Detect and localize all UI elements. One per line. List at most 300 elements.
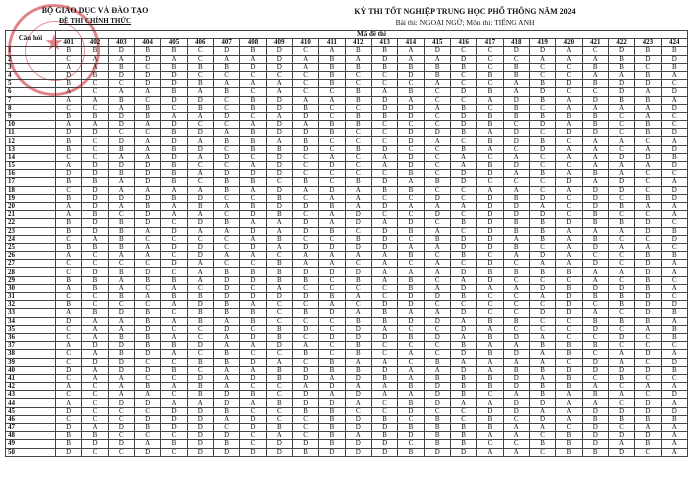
answer-cell: D bbox=[187, 252, 213, 260]
answer-cell: A bbox=[56, 63, 82, 71]
table-row bbox=[6, 211, 688, 219]
answer-cell: B bbox=[556, 284, 582, 292]
answer-cell: C bbox=[424, 96, 450, 104]
question-number-cell: 21 bbox=[6, 211, 56, 219]
answer-cell: C bbox=[450, 301, 476, 309]
answer-cell: D bbox=[213, 448, 239, 456]
answer-cell: A bbox=[398, 374, 424, 382]
code-header-cell: 409 bbox=[266, 39, 292, 47]
answer-cell: C bbox=[213, 145, 239, 153]
answer-cell: D bbox=[450, 55, 476, 63]
answer-cell: B bbox=[82, 243, 108, 251]
table-row bbox=[6, 96, 688, 104]
answer-cell: A bbox=[187, 137, 213, 145]
table-row bbox=[6, 260, 688, 268]
answer-cell: D bbox=[56, 366, 82, 374]
answer-cell: C bbox=[292, 211, 318, 219]
answer-cell: B bbox=[477, 317, 503, 325]
answer-cell: A bbox=[477, 366, 503, 374]
answer-cell: C bbox=[608, 260, 634, 268]
answer-cell: C bbox=[56, 235, 82, 243]
answer-cell: A bbox=[292, 55, 318, 63]
answer-cell: D bbox=[371, 178, 397, 186]
answer-cell: D bbox=[661, 186, 687, 194]
answer-cell: C bbox=[108, 129, 134, 137]
seal-star-icon: ★ bbox=[44, 31, 64, 56]
answer-cell: A bbox=[134, 153, 160, 161]
answer-cell: C bbox=[477, 252, 503, 260]
answer-cell: D bbox=[134, 170, 160, 178]
answer-cell: C bbox=[503, 276, 529, 284]
answer-cell: C bbox=[503, 325, 529, 333]
answer-cell: A bbox=[345, 383, 371, 391]
answer-cell: B bbox=[56, 432, 82, 440]
answer-cell: B bbox=[319, 80, 345, 88]
answer-cell: C bbox=[635, 186, 661, 194]
answer-cell: C bbox=[134, 129, 160, 137]
answer-cell: A bbox=[398, 268, 424, 276]
answer-cell: B bbox=[661, 415, 687, 423]
answer-cell: A bbox=[556, 227, 582, 235]
answer-cell: B bbox=[398, 227, 424, 235]
answer-cell: C bbox=[477, 293, 503, 301]
answer-cell: D bbox=[161, 71, 187, 79]
answer-cell: B bbox=[477, 88, 503, 96]
answer-cell: C bbox=[345, 284, 371, 292]
answer-cell: A bbox=[134, 440, 160, 448]
answer-cell: D bbox=[82, 358, 108, 366]
answer-cell: D bbox=[134, 211, 160, 219]
table-row bbox=[6, 383, 688, 391]
answer-cell: A bbox=[424, 55, 450, 63]
answer-cell: B bbox=[398, 63, 424, 71]
answer-cell: D bbox=[398, 129, 424, 137]
answer-cell: C bbox=[424, 112, 450, 120]
answer-cell: D bbox=[108, 366, 134, 374]
answer-cell: B bbox=[266, 276, 292, 284]
answer-cell: D bbox=[371, 96, 397, 104]
answer-cell: B bbox=[319, 432, 345, 440]
answer-cell: C bbox=[292, 194, 318, 202]
answer-cell: B bbox=[56, 440, 82, 448]
answer-cell: B bbox=[635, 276, 661, 284]
code-header-cell: 404 bbox=[134, 39, 160, 47]
answer-cell: A bbox=[108, 104, 134, 112]
answer-cell: D bbox=[477, 243, 503, 251]
answer-cell: C bbox=[161, 219, 187, 227]
answer-cell: D bbox=[661, 145, 687, 153]
answer-cell: B bbox=[450, 391, 476, 399]
answer-cell: A bbox=[187, 260, 213, 268]
answer-cell: C bbox=[56, 104, 82, 112]
answer-cell: B bbox=[582, 415, 608, 423]
answer-cell: A bbox=[82, 333, 108, 341]
answer-cell: C bbox=[266, 407, 292, 415]
answer-cell: C bbox=[371, 284, 397, 292]
answer-cell: D bbox=[450, 243, 476, 251]
answer-cell: D bbox=[608, 432, 634, 440]
answer-cell: B bbox=[450, 432, 476, 440]
answer-cell: C bbox=[345, 129, 371, 137]
answer-cell: B bbox=[187, 391, 213, 399]
answer-cell: A bbox=[56, 211, 82, 219]
answer-cell: C bbox=[608, 309, 634, 317]
answer-cell: A bbox=[450, 153, 476, 161]
answer-cell: A bbox=[82, 121, 108, 129]
answer-cell: C bbox=[450, 71, 476, 79]
answer-cell: B bbox=[266, 325, 292, 333]
answer-cell: C bbox=[56, 415, 82, 423]
answer-cell: B bbox=[266, 399, 292, 407]
answer-cell: C bbox=[424, 350, 450, 358]
answer-cell: C bbox=[82, 137, 108, 145]
answer-cell: D bbox=[240, 358, 266, 366]
answer-cell: D bbox=[345, 211, 371, 219]
answer-cell: B bbox=[582, 293, 608, 301]
answer-cell: D bbox=[503, 129, 529, 137]
answer-cell: D bbox=[635, 227, 661, 235]
answer-cell: C bbox=[240, 194, 266, 202]
answer-cell: A bbox=[398, 47, 424, 55]
answer-cell: C bbox=[635, 342, 661, 350]
answer-cell: A bbox=[266, 243, 292, 251]
answer-cell: C bbox=[108, 448, 134, 456]
answer-cell: C bbox=[187, 55, 213, 63]
answer-cell: A bbox=[240, 301, 266, 309]
answer-cell: D bbox=[134, 194, 160, 202]
answer-cell: A bbox=[635, 243, 661, 251]
code-header-cell: 417 bbox=[477, 39, 503, 47]
answer-cell: D bbox=[635, 268, 661, 276]
answer-cell: B bbox=[240, 317, 266, 325]
answer-cell: C bbox=[661, 112, 687, 120]
answer-cell: D bbox=[213, 284, 239, 292]
answer-cell: D bbox=[134, 366, 160, 374]
answer-cell: B bbox=[292, 104, 318, 112]
answer-cell: D bbox=[608, 448, 634, 456]
answer-cell: D bbox=[661, 55, 687, 63]
answer-cell: C bbox=[82, 88, 108, 96]
answer-cell: C bbox=[187, 284, 213, 292]
answer-cell: B bbox=[82, 178, 108, 186]
answer-cell: A bbox=[161, 317, 187, 325]
answer-cell: A bbox=[371, 88, 397, 96]
answer-cell: C bbox=[108, 415, 134, 423]
answer-cell: C bbox=[503, 293, 529, 301]
answer-cell: A bbox=[635, 162, 661, 170]
answer-cell: B bbox=[108, 145, 134, 153]
answer-cell: A bbox=[82, 366, 108, 374]
answer-cell: A bbox=[556, 235, 582, 243]
answer-cell: B bbox=[213, 440, 239, 448]
answer-cell: B bbox=[424, 374, 450, 382]
answer-cell: B bbox=[187, 358, 213, 366]
answer-cell: D bbox=[345, 333, 371, 341]
answer-cell: A bbox=[56, 96, 82, 104]
question-number-cell: 22 bbox=[6, 219, 56, 227]
answer-cell: C bbox=[450, 227, 476, 235]
answer-cell: B bbox=[108, 219, 134, 227]
answer-cell: C bbox=[56, 55, 82, 63]
answer-cell: D bbox=[477, 260, 503, 268]
answer-cell: C bbox=[82, 407, 108, 415]
answer-cell: A bbox=[424, 243, 450, 251]
answer-cell: C bbox=[345, 407, 371, 415]
answer-cell: A bbox=[424, 309, 450, 317]
table-row bbox=[6, 137, 688, 145]
answer-cell: B bbox=[161, 293, 187, 301]
answer-cell: B bbox=[582, 63, 608, 71]
answer-cell: D bbox=[82, 170, 108, 178]
answer-cell: D bbox=[187, 145, 213, 153]
answer-cell: D bbox=[635, 80, 661, 88]
answer-cell: D bbox=[345, 424, 371, 432]
answer-cell: A bbox=[424, 366, 450, 374]
answer-cell: C bbox=[266, 391, 292, 399]
answer-cell: D bbox=[556, 80, 582, 88]
answer-cell: B bbox=[161, 162, 187, 170]
answer-cell: D bbox=[213, 325, 239, 333]
answer-cell: D bbox=[56, 424, 82, 432]
answer-cell: C bbox=[477, 55, 503, 63]
table-row bbox=[6, 424, 688, 432]
answer-cell: A bbox=[371, 153, 397, 161]
answer-cell: D bbox=[213, 293, 239, 301]
code-header-cell: 407 bbox=[213, 39, 239, 47]
answer-cell: B bbox=[345, 350, 371, 358]
answer-cell: D bbox=[556, 301, 582, 309]
answer-cell: D bbox=[266, 448, 292, 456]
answer-cell: A bbox=[134, 293, 160, 301]
answer-cell: C bbox=[213, 243, 239, 251]
answer-cell: D bbox=[292, 366, 318, 374]
answer-cell: C bbox=[292, 80, 318, 88]
answer-cell: D bbox=[503, 350, 529, 358]
answer-cell: A bbox=[213, 317, 239, 325]
answer-cell: C bbox=[161, 325, 187, 333]
answer-cell: B bbox=[477, 374, 503, 382]
answer-cell: D bbox=[187, 448, 213, 456]
answer-cell: C bbox=[213, 424, 239, 432]
answer-cell: C bbox=[319, 276, 345, 284]
answer-cell: A bbox=[82, 374, 108, 382]
answer-cell: B bbox=[503, 63, 529, 71]
question-number-cell: 43 bbox=[6, 391, 56, 399]
table-row bbox=[6, 252, 688, 260]
answer-cell: A bbox=[240, 162, 266, 170]
question-number-cell: 20 bbox=[6, 202, 56, 210]
answer-cell: B bbox=[319, 293, 345, 301]
answer-cell: A bbox=[503, 235, 529, 243]
answer-cell: B bbox=[56, 137, 82, 145]
code-header-row bbox=[6, 39, 688, 47]
answer-cell: A bbox=[661, 268, 687, 276]
answer-cell: B bbox=[661, 309, 687, 317]
answer-cell: B bbox=[134, 317, 160, 325]
answer-cell: A bbox=[450, 162, 476, 170]
answer-cell: C bbox=[266, 350, 292, 358]
table-row bbox=[6, 284, 688, 292]
answer-cell: A bbox=[582, 268, 608, 276]
answer-cell: D bbox=[292, 243, 318, 251]
answer-cell: C bbox=[398, 440, 424, 448]
answer-cell: A bbox=[134, 243, 160, 251]
answer-cell: B bbox=[187, 202, 213, 210]
answer-cell: D bbox=[582, 186, 608, 194]
table-row bbox=[6, 227, 688, 235]
table-row bbox=[6, 63, 688, 71]
question-number-cell: 25 bbox=[6, 243, 56, 251]
answer-cell: A bbox=[108, 153, 134, 161]
answer-cell: A bbox=[450, 358, 476, 366]
header-left bbox=[20, 6, 170, 26]
answer-cell: B bbox=[161, 88, 187, 96]
answer-cell: C bbox=[108, 301, 134, 309]
answer-cell: D bbox=[556, 309, 582, 317]
answer-cell: D bbox=[503, 333, 529, 341]
answer-cell: A bbox=[319, 194, 345, 202]
answer-cell: A bbox=[582, 137, 608, 145]
answer-cell: D bbox=[635, 399, 661, 407]
answer-cell: A bbox=[187, 112, 213, 120]
answer-cell: C bbox=[477, 104, 503, 112]
answer-cell: B bbox=[450, 424, 476, 432]
answer-cell: C bbox=[266, 383, 292, 391]
answer-cell: C bbox=[240, 383, 266, 391]
answer-cell: D bbox=[134, 268, 160, 276]
answer-cell: B bbox=[450, 219, 476, 227]
answer-cell: B bbox=[635, 71, 661, 79]
table-row bbox=[6, 153, 688, 161]
answer-cell: A bbox=[556, 391, 582, 399]
answer-cell: C bbox=[56, 325, 82, 333]
answer-cell: D bbox=[450, 366, 476, 374]
answer-cell: D bbox=[292, 325, 318, 333]
answer-cell: D bbox=[213, 432, 239, 440]
answer-cell: A bbox=[345, 186, 371, 194]
answer-cell: B bbox=[477, 268, 503, 276]
question-number-cell: 24 bbox=[6, 235, 56, 243]
answer-cell: B bbox=[56, 112, 82, 120]
answer-cell: D bbox=[134, 415, 160, 423]
answer-cell: B bbox=[345, 63, 371, 71]
answer-cell: A bbox=[477, 186, 503, 194]
question-number-cell: 34 bbox=[6, 317, 56, 325]
answer-cell: D bbox=[503, 211, 529, 219]
answer-cell: D bbox=[319, 268, 345, 276]
answer-cell: B bbox=[240, 391, 266, 399]
answer-cell: C bbox=[187, 350, 213, 358]
answer-cell: C bbox=[477, 63, 503, 71]
answer-cell: C bbox=[134, 407, 160, 415]
answer-cell: A bbox=[187, 170, 213, 178]
answer-cell: B bbox=[161, 440, 187, 448]
answer-cell: D bbox=[661, 407, 687, 415]
answer-cell: C bbox=[292, 71, 318, 79]
answer-cell: D bbox=[371, 202, 397, 210]
answer-cell: D bbox=[582, 260, 608, 268]
answer-cell: A bbox=[371, 391, 397, 399]
answer-cell: C bbox=[371, 137, 397, 145]
answer-cell: D bbox=[477, 202, 503, 210]
answer-cell: A bbox=[292, 260, 318, 268]
question-number-cell: 1 bbox=[6, 47, 56, 55]
answer-cell: A bbox=[213, 202, 239, 210]
answer-cell: C bbox=[661, 342, 687, 350]
answer-cell: C bbox=[398, 260, 424, 268]
answer-cell: A bbox=[134, 137, 160, 145]
answer-cell: D bbox=[82, 129, 108, 137]
answer-cell: B bbox=[319, 407, 345, 415]
answer-cell: C bbox=[450, 260, 476, 268]
answer-cell: C bbox=[635, 391, 661, 399]
answer-cell: D bbox=[240, 276, 266, 284]
question-number-cell: 39 bbox=[6, 358, 56, 366]
answer-cell: C bbox=[292, 162, 318, 170]
answer-cell: D bbox=[134, 55, 160, 63]
answer-cell: A bbox=[608, 227, 634, 235]
answer-cell: A bbox=[161, 399, 187, 407]
answer-cell: D bbox=[187, 432, 213, 440]
answer-cell: B bbox=[477, 71, 503, 79]
answer-cell: D bbox=[371, 55, 397, 63]
answer-cell: A bbox=[108, 374, 134, 382]
answer-cell: C bbox=[661, 121, 687, 129]
answer-cell: D bbox=[477, 227, 503, 235]
answer-cell: B bbox=[556, 432, 582, 440]
answer-cell: B bbox=[213, 88, 239, 96]
answer-cell: C bbox=[187, 366, 213, 374]
answer-cell: B bbox=[240, 137, 266, 145]
answer-cell: C bbox=[187, 47, 213, 55]
answer-cell: C bbox=[56, 153, 82, 161]
answer-cell: D bbox=[503, 96, 529, 104]
answer-cell: D bbox=[134, 448, 160, 456]
answer-cell: D bbox=[503, 202, 529, 210]
answer-cell: D bbox=[187, 219, 213, 227]
answer-cell: B bbox=[134, 424, 160, 432]
answer-cell: C bbox=[345, 170, 371, 178]
answer-cell: B bbox=[161, 129, 187, 137]
answer-cell: B bbox=[529, 383, 555, 391]
answer-cell: C bbox=[108, 211, 134, 219]
answer-cell: D bbox=[56, 448, 82, 456]
answer-cell: D bbox=[582, 440, 608, 448]
answer-cell: B bbox=[608, 415, 634, 423]
code-header-cell: 424 bbox=[661, 39, 687, 47]
answer-cell: C bbox=[529, 162, 555, 170]
answer-cell: A bbox=[266, 284, 292, 292]
answer-cell: D bbox=[161, 407, 187, 415]
answer-cell: D bbox=[582, 96, 608, 104]
answer-cell: C bbox=[82, 153, 108, 161]
answer-cell: A bbox=[82, 55, 108, 63]
answer-cell: D bbox=[187, 424, 213, 432]
answer-cell: C bbox=[661, 219, 687, 227]
answer-cell: A bbox=[477, 399, 503, 407]
table-row bbox=[6, 186, 688, 194]
answer-cell: B bbox=[477, 333, 503, 341]
answer-cell: A bbox=[529, 358, 555, 366]
answer-cell: A bbox=[661, 284, 687, 292]
answer-cell: C bbox=[266, 178, 292, 186]
answer-cell: C bbox=[108, 407, 134, 415]
answer-cell: D bbox=[398, 219, 424, 227]
answer-cell: B bbox=[661, 227, 687, 235]
answer-cell: D bbox=[56, 129, 82, 137]
answer-cell: A bbox=[56, 88, 82, 96]
answer-cell: A bbox=[213, 129, 239, 137]
